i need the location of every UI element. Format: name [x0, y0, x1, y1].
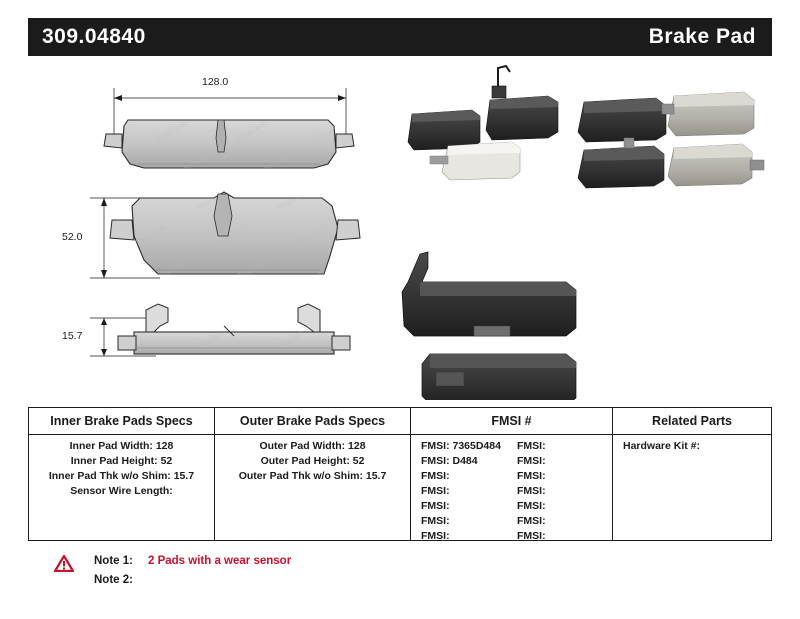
header-rule: [613, 434, 771, 435]
column-inner-specs: [29, 408, 214, 540]
header-rule: [29, 434, 214, 435]
fmsi-rows: [411, 439, 612, 544]
fmsi-row: [411, 529, 612, 544]
dimension-label-width: 128.0: [202, 76, 229, 88]
dimension-label-height: 52.0: [62, 231, 83, 243]
column-header-inner: Inner Brake Pads Specs: [50, 414, 193, 428]
fmsi-right-value: FMSI:: [517, 500, 546, 512]
fmsi-right-value: FMSI:: [517, 470, 546, 482]
specifications-table: [28, 407, 772, 541]
spec-row: Outer Pad Thk w/o Shim: 15.7: [238, 470, 387, 482]
notes-section: [28, 552, 588, 590]
spec-row: Outer Pad Height: 52: [260, 455, 365, 467]
fmsi-left-value: FMSI:: [421, 530, 450, 542]
page-title: Brake Pad: [648, 25, 756, 48]
note-2-label: Note 2:: [94, 574, 133, 586]
spec-row: Outer Pad Width: 128: [259, 440, 366, 452]
spec-row: Inner Pad Width: 128: [69, 440, 174, 452]
note-1-value: 2 Pads with a wear sensor: [148, 555, 292, 567]
fmsi-row: [411, 499, 612, 514]
note-row: [28, 571, 588, 590]
warning-icon: [54, 555, 74, 572]
fmsi-row: [411, 469, 612, 484]
note-row: [28, 552, 588, 571]
dimension-label-thickness: 15.7: [62, 330, 83, 342]
front-pad-side-view: [110, 192, 360, 274]
header-rule: [215, 434, 410, 435]
fmsi-right-value: FMSI:: [517, 440, 546, 452]
fmsi-left-value: FMSI:: [421, 500, 450, 512]
header-rule: [411, 434, 612, 435]
fmsi-left-value: FMSI:: [421, 515, 450, 527]
header-bar: [28, 18, 772, 56]
pad-photo-group-left: [408, 66, 558, 180]
fmsi-right-value: FMSI:: [517, 485, 546, 497]
fmsi-left-value: FMSI: 7365D484: [421, 440, 501, 452]
fmsi-row: [411, 439, 612, 454]
part-number: 309.04840: [42, 25, 146, 48]
fmsi-left-value: FMSI:: [421, 470, 450, 482]
note-1-label: Note 1:: [94, 555, 133, 567]
spec-row: Inner Pad Thk w/o Shim: 15.7: [48, 470, 195, 482]
related-parts-rows: [613, 439, 771, 454]
spec-row: Inner Pad Height: 52: [70, 455, 173, 467]
pad-photo-group-right: [578, 92, 764, 188]
fmsi-left-value: FMSI:: [421, 485, 450, 497]
column-header-outer: Outer Brake Pads Specs: [239, 414, 386, 428]
fmsi-right-value: FMSI:: [517, 515, 546, 527]
related-part-row: Hardware Kit #:: [623, 440, 701, 452]
spec-row: Sensor Wire Length:: [70, 485, 173, 497]
outer-spec-rows: [215, 439, 410, 484]
fmsi-left-value: FMSI: D484: [421, 455, 478, 467]
fmsi-row: [411, 454, 612, 469]
fmsi-right-value: FMSI:: [517, 455, 546, 467]
drawing-svg: [28, 60, 772, 400]
column-header-fmsi: FMSI #: [491, 414, 532, 428]
front-pad-edge-view: [118, 304, 350, 354]
inner-spec-rows: [29, 439, 214, 499]
column-related-parts: [613, 408, 771, 540]
pad-photo-group-lower: [402, 252, 576, 400]
column-header-related-parts: Related Parts: [652, 414, 732, 428]
fmsi-row: [411, 514, 612, 529]
column-fmsi: [411, 408, 612, 540]
fmsi-right-value: FMSI:: [517, 530, 546, 542]
technical-drawing: [28, 60, 772, 400]
front-pad-top-view: [104, 120, 354, 168]
column-outer-specs: [215, 408, 410, 540]
fmsi-row: [411, 484, 612, 499]
